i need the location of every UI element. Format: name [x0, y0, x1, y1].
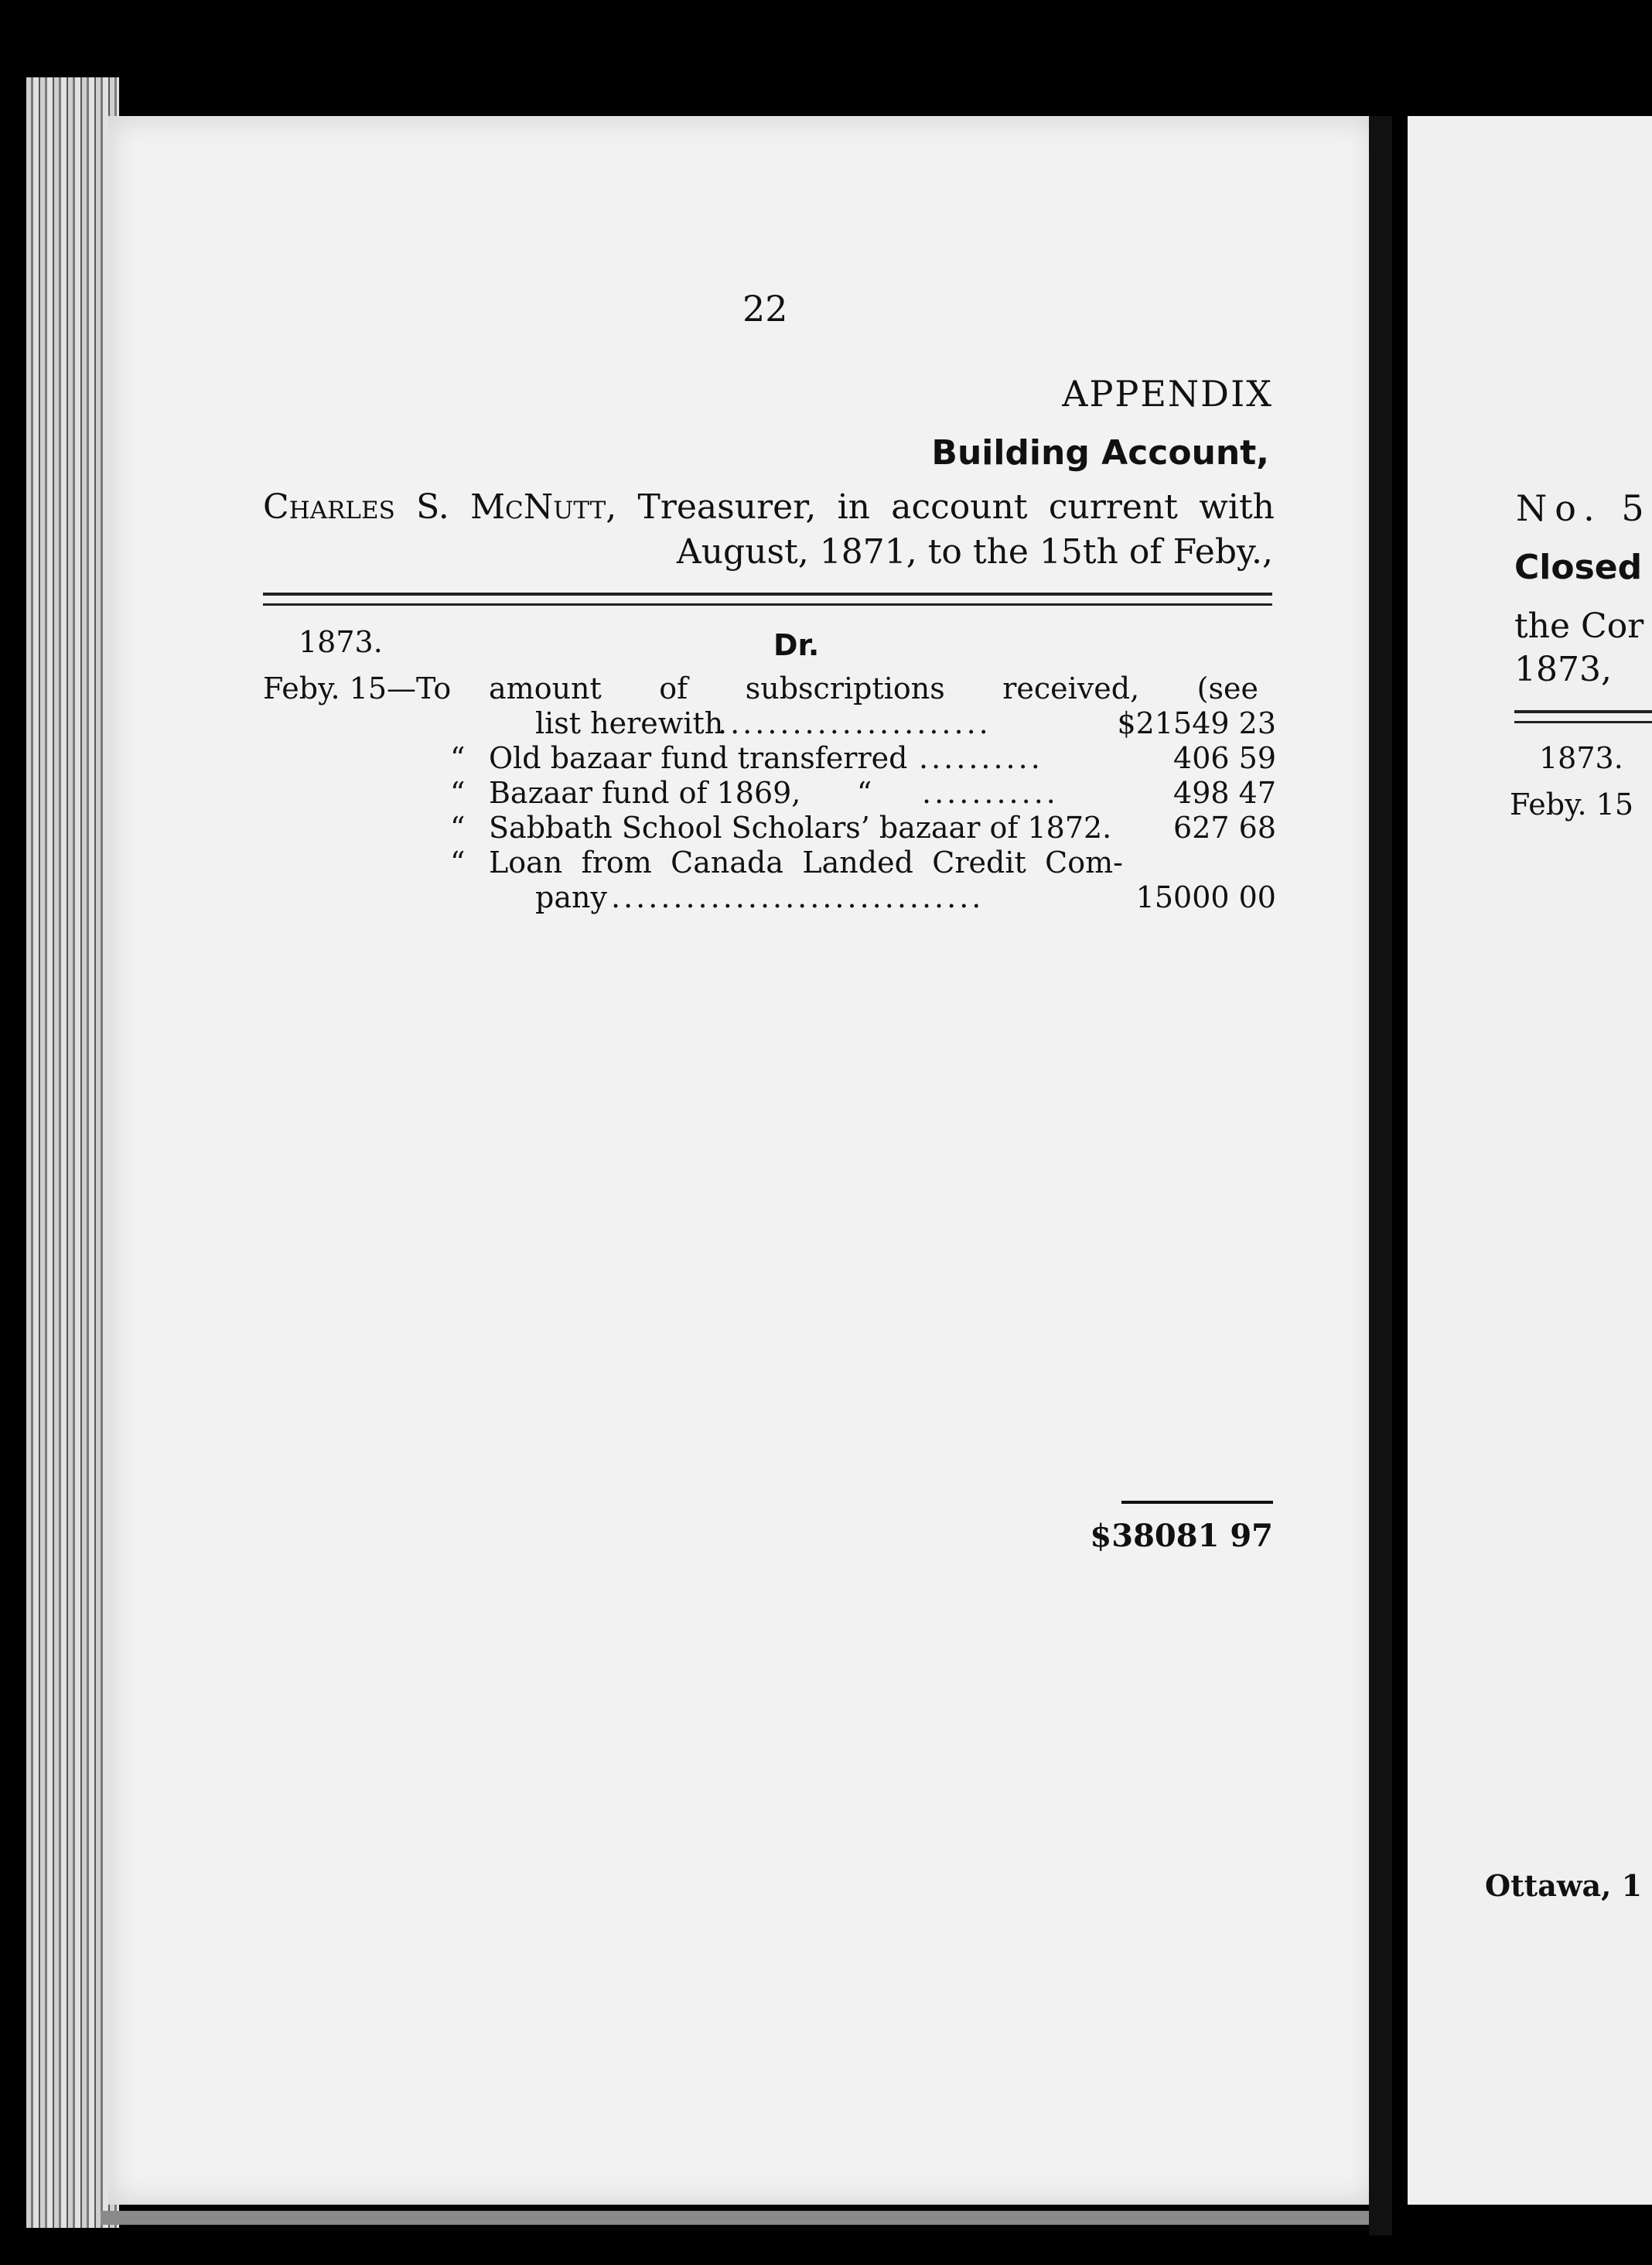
ledger-entries	[263, 671, 1276, 915]
total-rule	[1121, 1501, 1273, 1504]
right-double-rule-top	[1514, 710, 1652, 713]
double-rule-top	[263, 593, 1272, 596]
right-appendix-number: No. 5	[1516, 487, 1652, 529]
right-ledger-year: 1873.	[1539, 741, 1623, 775]
entry-description: Old bazaar fund transferred	[489, 741, 908, 775]
entry-description: amount of subscriptions received, (see	[489, 671, 1258, 705]
double-rule-bottom	[263, 603, 1272, 606]
ledger-row	[263, 671, 1276, 706]
right-entry-date: Feby. 15	[1510, 787, 1634, 822]
entry-amount: 15000 00	[1135, 880, 1276, 914]
right-place-date: Ottawa, 1	[1485, 1868, 1643, 1903]
entry-amount: $21549 23	[1117, 706, 1276, 740]
ledger-year: 1873.	[299, 625, 383, 659]
ditto-mark: “	[450, 811, 466, 845]
entry-date: Feby. 15—To	[263, 671, 452, 705]
ledger-row	[263, 880, 1276, 915]
intro-line-2: August, 1871, to the 15th of Feby.,	[676, 532, 1273, 572]
ledger-row	[263, 846, 1276, 880]
treasurer-name: Charles S. McNutt,	[263, 487, 617, 527]
debit-heading: Dr.	[773, 628, 820, 662]
dot-leader: ..........	[919, 741, 1043, 775]
ditto-mark: “	[450, 741, 466, 775]
ditto-mark: “	[450, 846, 466, 880]
ledger-row	[263, 741, 1276, 776]
intro-line-1-rest: Treasurer, in account current with	[637, 487, 1275, 527]
entry-description: pany	[535, 880, 607, 914]
entry-description: Sabbath School Scholars’ bazaar of 1872.	[489, 811, 1112, 845]
book-gutter	[1369, 116, 1392, 2236]
ledger-row	[263, 811, 1276, 846]
dot-leader: ..............................	[611, 880, 985, 914]
intro-line-1	[263, 487, 1275, 527]
entry-amount: 498 47	[1173, 776, 1276, 810]
ledger-row	[263, 776, 1276, 811]
ledger-total: $38081 97	[1090, 1518, 1273, 1554]
right-intro-line-2: 1873,	[1514, 650, 1612, 689]
page-number: 22	[742, 288, 788, 330]
book-page-edges	[26, 77, 119, 2228]
right-intro-line-1: the Cor	[1514, 606, 1644, 646]
entry-description: list herewith	[535, 706, 724, 740]
left-page	[108, 116, 1377, 2205]
right-closed-heading: Closed	[1514, 548, 1643, 587]
ledger-row	[263, 706, 1276, 741]
right-page	[1408, 116, 1652, 2205]
right-double-rule-bottom	[1514, 721, 1652, 723]
entry-description: Bazaar fund of 1869, “	[489, 776, 872, 810]
entry-description: Loan from Canada Landed Credit Com-	[489, 846, 1123, 880]
dot-leader: ...........	[922, 776, 1059, 810]
dot-leader: ......................	[718, 706, 992, 740]
entry-amount: 627 68	[1173, 811, 1276, 845]
entry-amount: 406 59	[1173, 741, 1276, 775]
building-account-heading: Building Account,	[931, 433, 1269, 473]
appendix-heading: APPENDIX	[1062, 373, 1273, 415]
page-bottom-edge	[101, 2211, 1384, 2225]
ditto-mark: “	[450, 776, 466, 810]
